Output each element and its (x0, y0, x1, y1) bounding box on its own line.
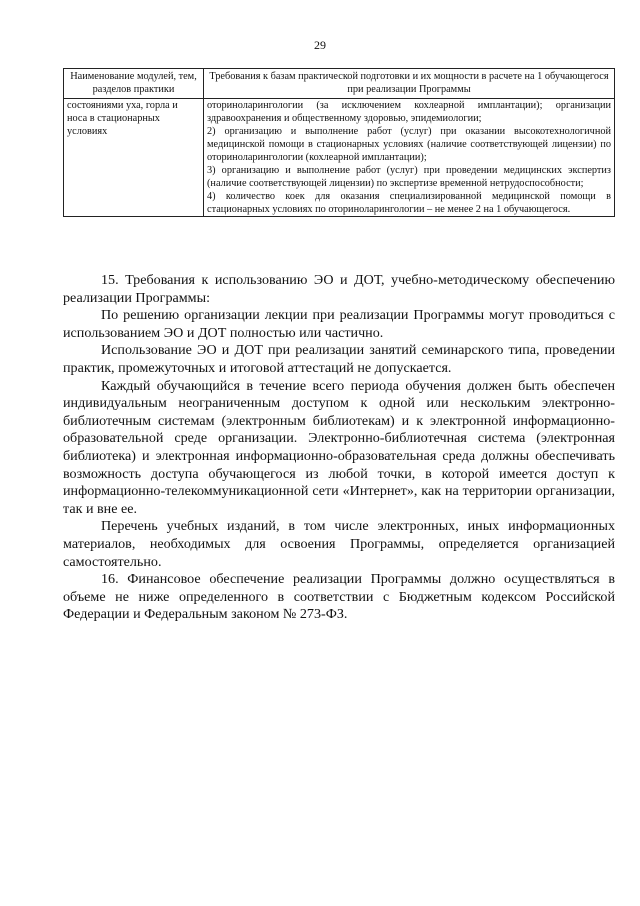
section-heading-15: 15. Требования к использованию ЭО и ДОТ, учебно-методическому обеспечению реализации Программы: (63, 272, 615, 306)
paragraph: Использование ЭО и ДОТ при реализации занятий семинарского типа, проведении практик, промежуточных и итоговой аттестаций не допускается. (63, 342, 615, 376)
table-cell-requirements (204, 99, 615, 217)
table-header-modules: Наименование модулей, тем, разделов практики (64, 69, 204, 99)
requirement-item: 3) организацию и выполнение работ (услуг) при проведении медицинских экспертиз (наличие соответствующей лицензии) по экспертизе временной нетрудоспособности; (207, 165, 611, 189)
table-header-row (64, 69, 615, 99)
page-number: 29 (314, 38, 326, 52)
requirement-item: 2) организацию и выполнение работ (услуг) при оказании высокотехнологичной медицинской помощи в стационарных условиях (наличие соответствующей лицензии) по оториноларингологии (кохлеарной имплантации); (207, 126, 611, 163)
table-header-requirements: Требования к базам практической подготовки и их мощности в расчете на 1 обучающегося при реализации Программы (204, 69, 615, 99)
requirement-item: 4) количество коек для оказания специализированной медицинской помощи в стационарных условиях по оториноларингологии – не менее 2 на 1 обучающегося. (207, 191, 611, 215)
document-body (63, 272, 615, 624)
paragraph: Каждый обучающийся в течение всего периода обучения должен быть обеспечен индивидуальным неограниченным доступом к одной или нескольким электронно-библиотечным системам (электронным библиотекам) и к электронной информационно-образовательной среде организации. Электронно-библиотечная система (электронная библиотека) и электронная информационно-образовательная среда должны обеспечивать возможность доступа обучающегося из любой точки, в которой имеется доступ к информационно-телекоммуникационной сети «Интернет», как на территории организации, так и вне ее. (63, 377, 615, 517)
paragraph: По решению организации лекции при реализации Программы могут проводиться с использованием ЭО и ДОТ полностью или частично. (63, 307, 615, 341)
requirement-item: оториноларингологии (за исключением кохлеарной имплантации); организации здравоохранения и общественному здоровью, эпидемиологии; (207, 100, 611, 124)
section-16-paragraph: 16. Финансовое обеспечение реализации Программы должно осуществляться в объеме не ниже определенного в соответствии с Бюджетным кодексом Российской Федерации и Федеральным законом № 273-ФЗ. (63, 571, 615, 623)
paragraph: Перечень учебных изданий, в том числе электронных, иных информационных материалов, необходимых для освоения Программы, определяется организацией самостоятельно. (63, 518, 615, 570)
requirements-table (63, 68, 615, 217)
table-cell-module: состояниями уха, горла и носа в стационарных условиях (64, 99, 204, 217)
table-row (64, 99, 615, 217)
